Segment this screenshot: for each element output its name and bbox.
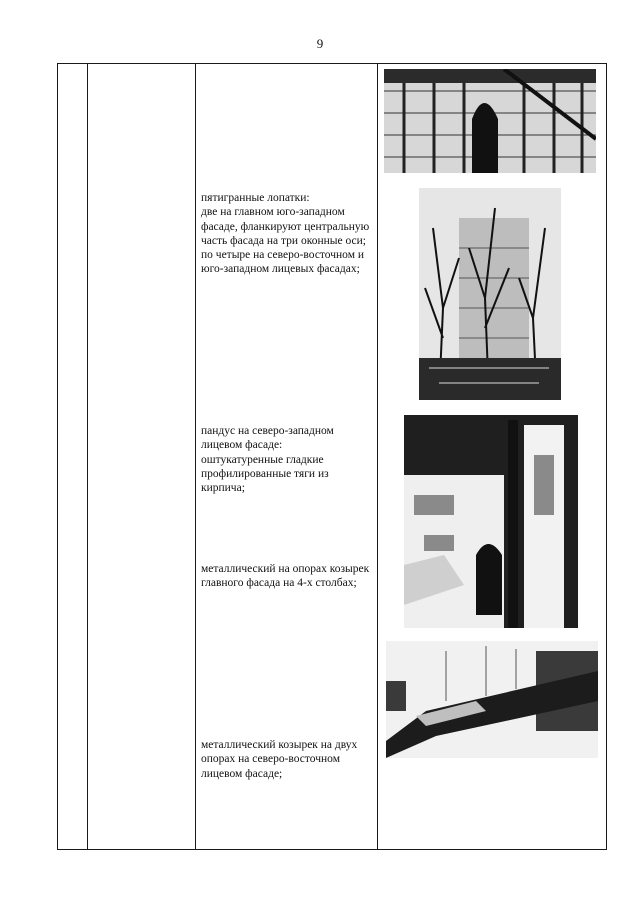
- canopy-photo: [386, 641, 598, 758]
- column-divider-3: [377, 63, 378, 850]
- column-divider-2: [195, 63, 196, 850]
- element-description: металлический на опорах козырек главного фасада на 4-х столбах;: [201, 563, 370, 590]
- page-number: 9: [316, 36, 324, 51]
- element-description: пятигранные лопатки: две на главном юго-западном фасаде, фланкируют центральную часть фасада на три оконные оси; по четыре на северо-восточном и юго-западном лицевых фасадах;: [201, 192, 370, 276]
- table-border-right: [606, 63, 607, 850]
- table-border-left: [57, 63, 58, 850]
- table-border-top: [57, 63, 607, 64]
- facade-arch-photo: [384, 69, 596, 173]
- facade-trees-photo: [419, 188, 561, 400]
- element-description: металлический козырек на двух опорах на северо-восточном лицевом фасаде;: [201, 739, 358, 780]
- ruined-wall-photo: [404, 415, 578, 628]
- element-description: пандус на северо-западном лицевом фасаде: оштукатуренные гладкие профилированные тяги из кирпича;: [201, 425, 334, 495]
- column-divider-1: [87, 63, 88, 850]
- table-border-bottom: [57, 849, 607, 850]
